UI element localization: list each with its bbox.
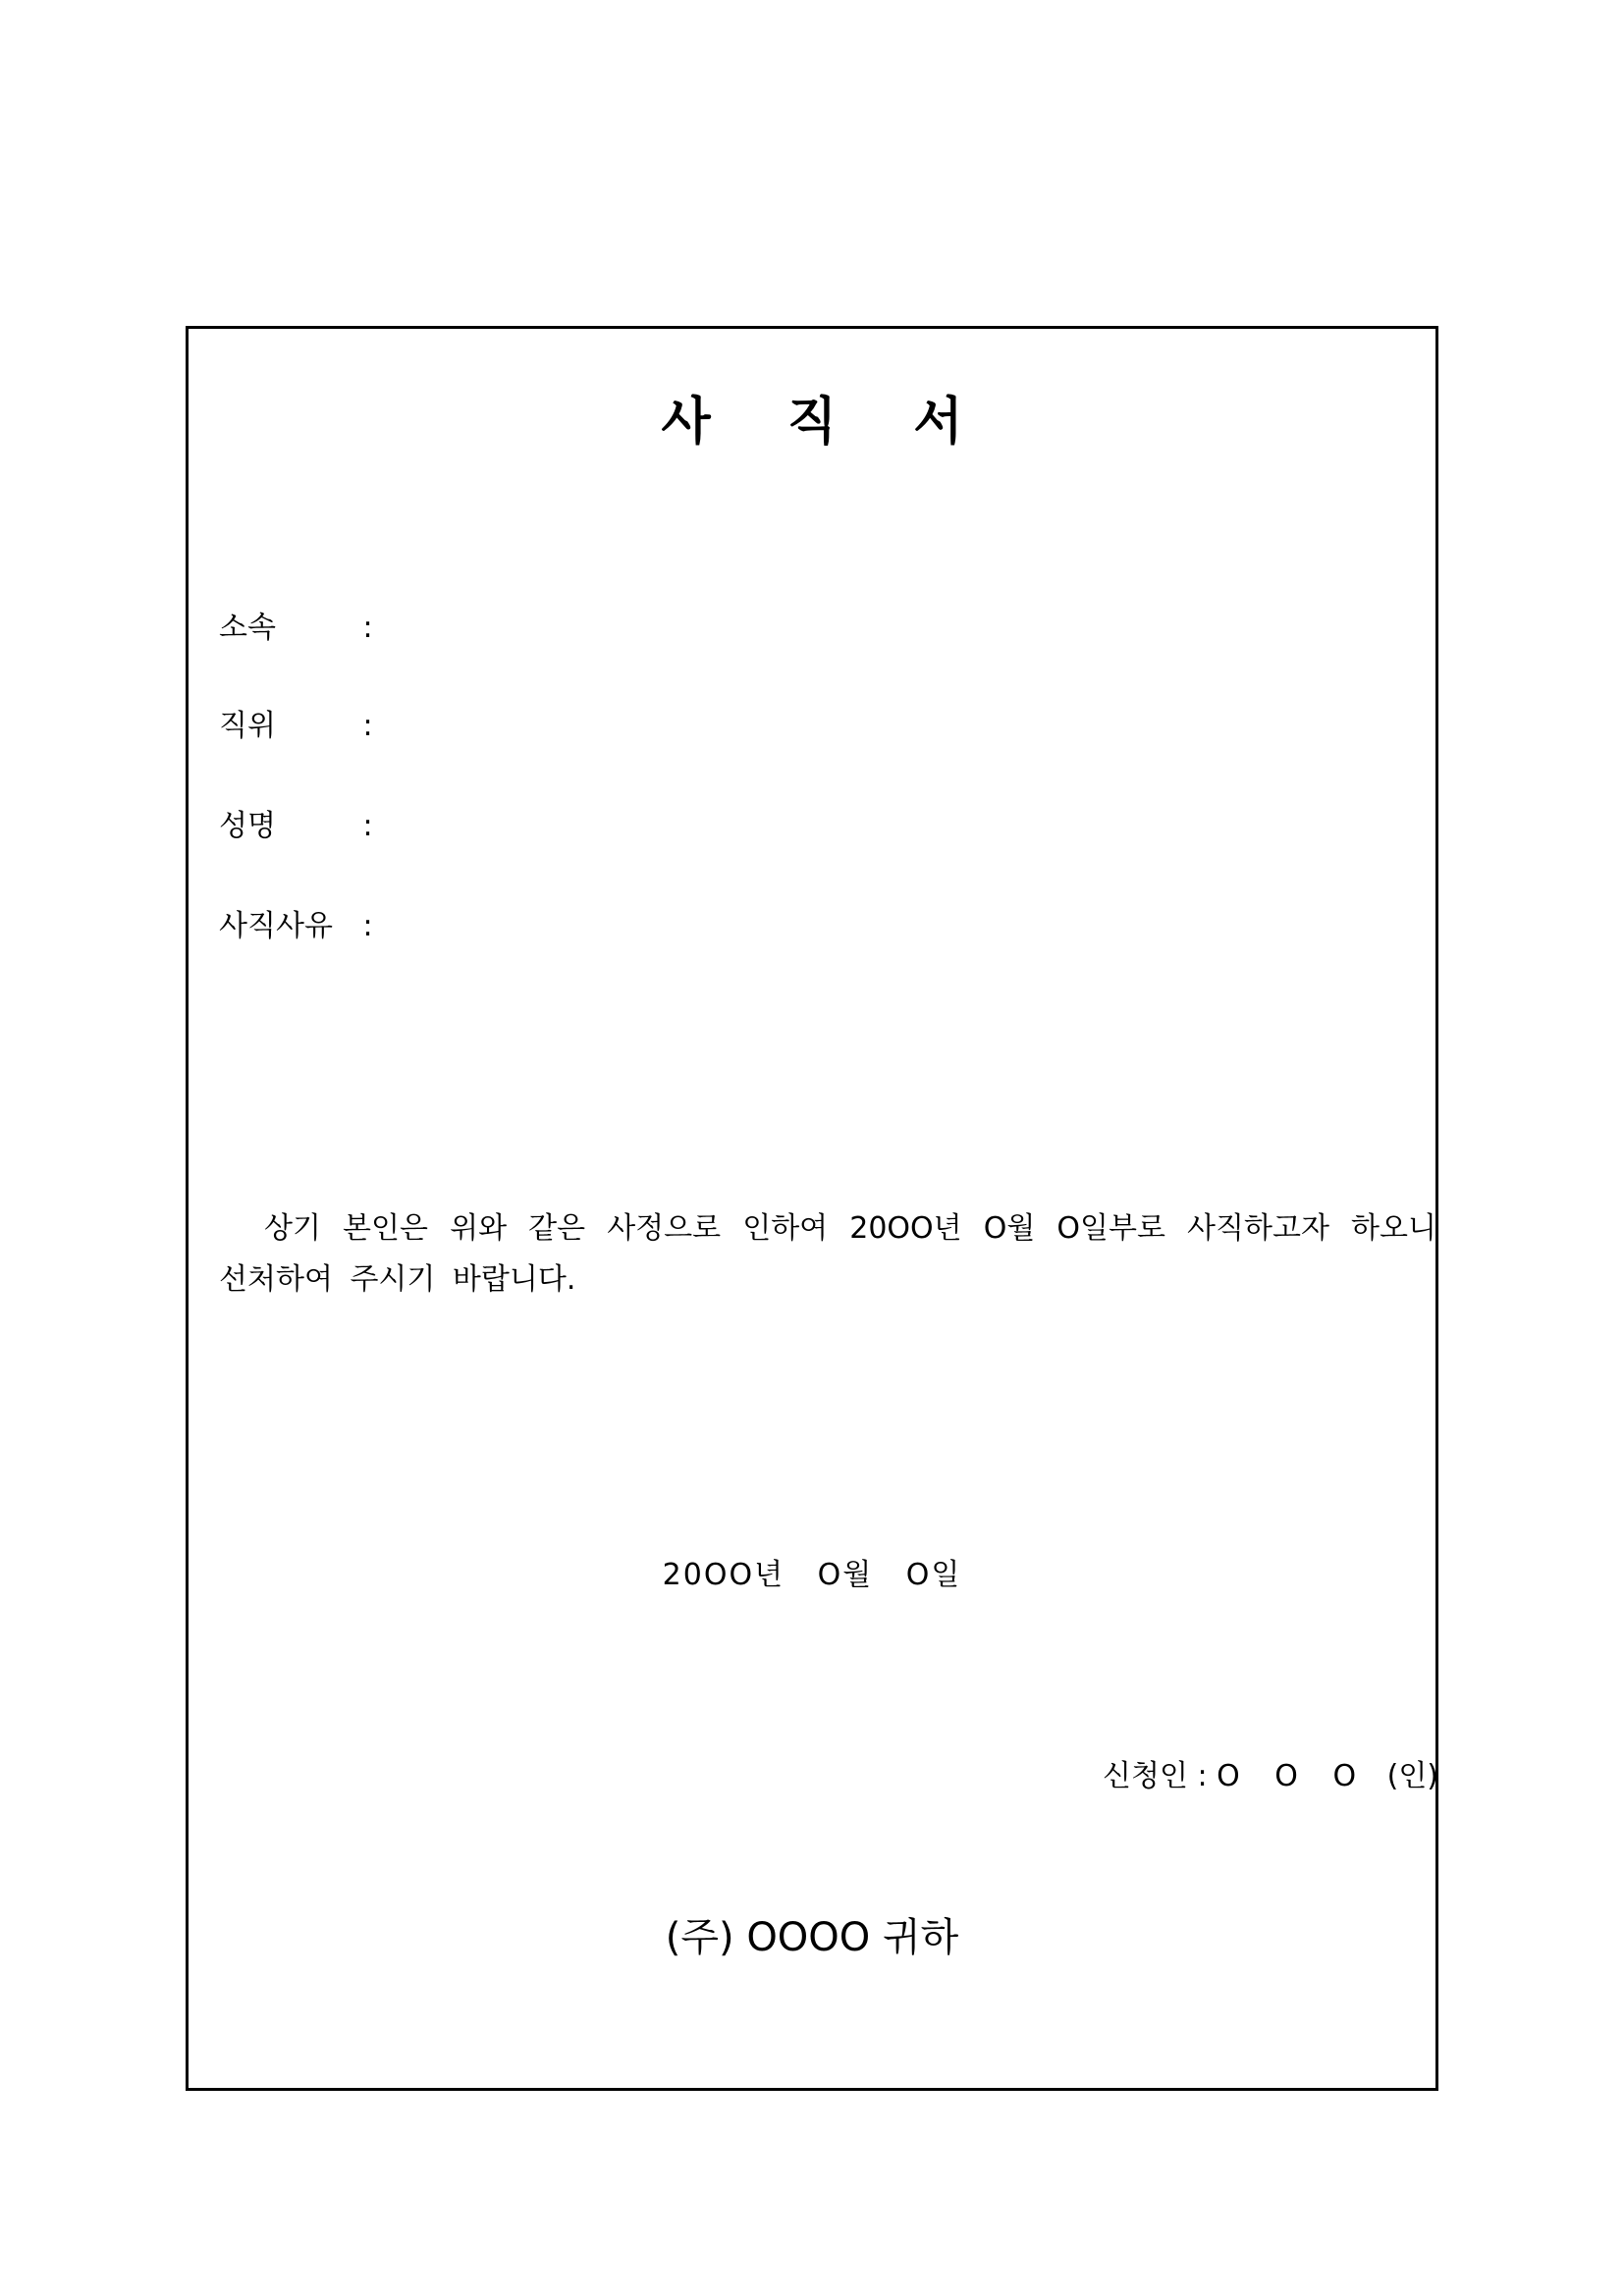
field-name	[219, 807, 402, 846]
resignation-statement: 상기 본인은 위와 같은 사정으로 인하여 20OO년 O월 O일부로 사직하고자 하오니 선처하여 주시기 바랍니다.	[219, 1211, 1436, 1297]
field-reason-colon: :	[362, 909, 373, 943]
applicant-line	[1103, 1757, 1438, 1796]
field-affiliation-label: 소속	[219, 611, 276, 645]
field-position-colon: :	[362, 709, 373, 743]
recipient-line: (주) OOOO 귀하	[665, 1915, 959, 1960]
field-name-label: 성명	[219, 809, 276, 843]
applicant-label: 신청인 :	[1103, 1759, 1208, 1793]
seal-mark: (인)	[1386, 1759, 1438, 1793]
field-position	[219, 707, 402, 746]
field-name-colon: :	[362, 809, 373, 843]
field-reason	[219, 907, 402, 946]
field-affiliation-colon: :	[362, 611, 373, 645]
field-reason-label: 사직사유	[219, 909, 333, 943]
field-position-label: 직위	[219, 709, 276, 743]
document-title: 사 직 서	[661, 393, 993, 452]
document-date: 20OO년 O월 O일	[662, 1558, 962, 1592]
field-affiliation	[219, 609, 402, 648]
applicant-name: O O O	[1217, 1759, 1357, 1793]
